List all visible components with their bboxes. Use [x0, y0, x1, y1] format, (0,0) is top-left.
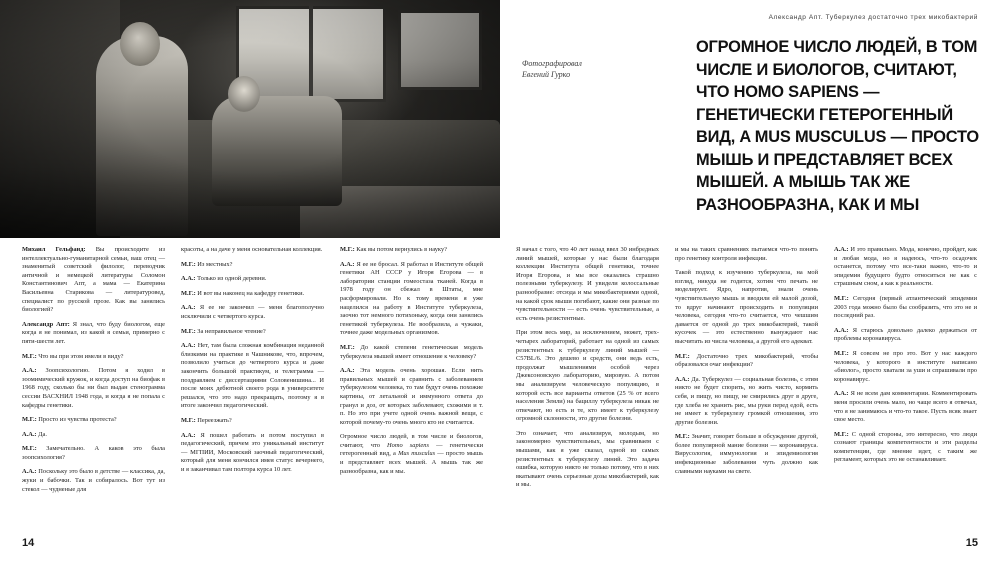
- paragraph: М.Г.: До какой степени генетическая модель туберкулеза мышей имеет отношение к человеку?: [340, 343, 483, 360]
- paragraph: А.А.: Только из одной деревни.: [181, 275, 267, 283]
- paragraph: А.А.: Я ее не бросал. Я работал в Институте общей генетики АН СССР у Игоря Егорова — в лаборатории станции гомеостаза тканей. Когда в 1978 году он сбежал в Штаты, мне расформировали. Но к тому времени я уже нацелился на работу в Институте туберкулеза, заочно тот немного потихоньку, когда они занялись генетикой туберкулеза. Не вообразила, а чужаки, точнее даже модельных организмов.: [340, 260, 483, 337]
- running-head: Александр Апт. Туберкулез достаточно трех микобактерий: [768, 14, 978, 21]
- paragraph: красоты, а на даче у меня основательная коллекция.: [181, 246, 323, 253]
- paragraph: М.Г.: Значит, говорят больше в обсуждение другой, более популярной мание болезни — коронавируса. Вирусология, иммунология и эпидемиология инфекционные заболевания чуть должно как славными науками на свете.: [675, 433, 818, 475]
- paragraph: А.А.: Поскольку это было в детстве — классика, да, жуки и бабочки. Так и собиралось. Вот тут из стекол — чудненые для: [22, 468, 165, 493]
- paragraph: А.А.: Я пошел работать и потом поступил в педагогический, причем это уникальный институт — МГПИИ, Московский заочный педагогический, который для меня кончился имея статус вечернего, и я заканчивал там полтора курса 10 лет.: [181, 431, 324, 473]
- paragraph: А.А.: Нет, там была сложная комбинация неданной близкими на практике в Чашникове, что, впрочем, позволило учиться до четвертого курса и даже закончить большой практикум, и телеграмма — поздравляем с диссертациями Соловенишина... И после моих дебютной своего рода в университете решался, что это надо прекращать, поэтому я в итоге закончил педагогический.: [181, 342, 324, 410]
- right-column-3: [834, 246, 977, 496]
- left-column-3: [340, 246, 483, 500]
- paragraph: М.Г.: Что вы при этом имели в виду?: [22, 352, 124, 360]
- paragraph: М.Г.: Достаточно трех микобактерий, чтобы образовался очаг инфекции?: [675, 352, 818, 369]
- paragraph: А.А.: И это правильно. Мода, конечно, пройдет, как и любая мода, но я надеюсь, что-то осадочек останется, потому что все-таки важно, что-то и эпидемия будущего будто относиться не как с страшным сном, а как к реальности.: [834, 246, 977, 288]
- paragraph: М.Г.: И вот вы наконец на кафедру генетики.: [181, 289, 305, 297]
- paragraph: А.А.: Я старюсь довольно далеко держаться от проблемы коронавируса.: [834, 326, 977, 343]
- paragraph: М.Г.: С одной стороны, это интересно, что люди сознают границы компетентности и эти разделы компетенции, где мнение идет, с таким же регламент, которых это не останавливает.: [834, 430, 977, 464]
- paragraph: М.Г.: Сегодня (первый атлантический эпидемии 2003 года можно было бы сообразить, что это не и последний раз.: [834, 294, 977, 320]
- paragraph: Такой подход к изучению туберкулеза, на мой взгляд, никуда не годится, хотим что печать не моделирует. Ядро, напротив, знали очень чувствительную мышь и вводили ей малой дозой, то вдруг начинают происходить в популяции человека, сегодня что-то считается, что чешшим давается от одной до трех микобактерий, такой кусочек — это естественно вынуждают нас высчитать из числа человека, а другой его адекват.: [675, 269, 818, 345]
- paragraph: М.Г.: Замечательно. А каков это была зоопсихология?: [22, 445, 165, 461]
- paragraph: М.Г.: Переезжать?: [181, 416, 232, 424]
- paragraph: Александр Апт: Я знал, что буду биологом, еще когда я не понимал, из какой я семьи, примерно с пяти-шести лет.: [22, 320, 165, 345]
- paragraph: А.А.: Зоопсихологию. Потом я ходил в зоомимический кружок, и когда доступ на биофак в 1968 году, сколько бы ни был выдан стенограмма сессии ВАСХНИЛ 1948 года, и когда я не попала с кафедры генетики.: [22, 367, 165, 409]
- left-column-1: [22, 246, 165, 500]
- page-right: [500, 0, 1000, 563]
- paragraph: М.Г.: Просто из чувства протеста?: [22, 416, 117, 424]
- paragraph: Огромное число людей, в том числе и биологов, считают, что Homo sapiens — генетически гетерогенный вид, а Mus musculus — просто мышь и представляет всех мышей. А мышь так же разнообразна, как и мы.: [340, 433, 484, 475]
- right-text-columns: [516, 246, 978, 496]
- paragraph: М.Г.: Из местных?: [181, 260, 233, 268]
- photo-credit: [522, 58, 672, 80]
- paragraph: А.А.: Да. Туберкулез — социальная болезнь, с этим никто не будет спорить, но жить чисто, кормить себя, и пищу, но пищу, не смирились друг в друге, где хлеба не хранить рис, мы руки перед едой, есть не имеет к туберкулезу громкой отношения, это другие болезни.: [675, 375, 818, 426]
- pull-quote: ОГРОМНОЕ ЧИСЛО ЛЮДЕЙ, В ТОМ ЧИСЛЕ И БИОЛОГОВ, СЧИТАЮТ, ЧТО HOMO SAPIENS — ГЕНЕТИЧЕСКИ ГЕТЕРОГЕННЫЙ ВИД, A MUS MUSCULUS — ПРОСТО МЫШЬ И ПРЕДСТАВЛЯЕТ ВСЕХ МЫШЕЙ. А МЫШЬ ТАК ЖЕ РАЗНООБРАЗНА, КАК И МЫ: [696, 38, 979, 214]
- paragraph: М.Г.: Как вы потом вернулись в науку?: [340, 246, 447, 253]
- paragraph: Это означает, что анализируя, молодым, но закономерно чувствительных, мы сравниваем с мышами, как я уже сказал, одной из самых резистентных к туберкулезу линий. Это задача ошибка, которую никто не только потому, что в них вкатывают очень серьезные дозы микобактерий, как и мы.: [516, 429, 659, 489]
- paragraph: А.А.: Эта модель очень хорошая. Если нить правильных мышей и сравнить с заболеванием туберкулезом человека, то там будут очень похожие картины, от летальной и иммунного ответа до гранул и доз, от которых заболевают, схожими и т. п. Но это при учете одной очень важной вещи, с которой почему-то очень много кто не считается.: [340, 367, 483, 426]
- paragraph: А.А.: Да.: [22, 430, 47, 438]
- photo-credit-line: Фотографировал: [522, 59, 582, 68]
- interview-photo: [0, 0, 500, 238]
- paragraph: А.А.: Я ее не закончил — меня благополучно исключили с четвертого курса.: [181, 304, 324, 320]
- paragraph: А.А.: Я не всем дам комментарии. Комментировать меня просили очень мало, но чаще всего я отвечал, что я не занимаюсь и что-то такое. Пусть всяк знает свое место.: [834, 390, 977, 424]
- paragraph: М.Г.: Я совсем не про это. Вот у нас каждого человека, у которого в институте написано «биолог», просто хватали за уши и спрашивали про коронавирус.: [834, 349, 977, 383]
- photo-background: [0, 0, 500, 238]
- paragraph: Я начал с того, что 40 лет назад ввел 30 инбредных линий мышей, которые у нас были благодаря коллекции Института общей генетики, точнее Игоря Егорова, и мы все оказались страшно полезными туберкулезу. И увидели колоссальные разнообразие: отсюда и мы микобактериями одной, на какой срок мыши погибают, какие они разные по чувствительности — есть очень чувствительные, а есть очень резистентные.: [516, 246, 659, 322]
- folio-left: 14: [22, 537, 35, 549]
- right-column-1: [516, 246, 659, 496]
- right-column-2: [675, 246, 818, 496]
- paragraph: Михаил Гельфанд: Вы происходите из интеллектуально-гуманитарной семьи, ваш отец — знаменитый советский филолог, переводчик античной и немецкой литературы Соломон Константинович Апт, а мама — Екатерина Васильевна Стариковa — литературовед, специалист по русской прозе. Как вы занялись биологией?: [22, 246, 165, 314]
- left-text-columns: [22, 246, 484, 500]
- photo-vignette: [0, 0, 500, 238]
- photo-credit-line: Евгений Гурко: [522, 70, 571, 79]
- paragraph: и мы на таких сравнениях пытаемся что-то понять про генетику контроля инфекции.: [675, 246, 818, 262]
- paragraph: При этом весь мир, за исключением, может, трех-четырех лабораторий, работает на одной из самых резистентных к туберкулезу линий мышей — C57BL/6. Это дешево и средств, они ведь есть, продолжат мышлениями особой через Джексоновскую лабораторию, мировую. А потом мы анализируем человеческую популяцию, в которой есть все варианты ответов (25 % от всего населения Земли) на бациллу туберкулеза никак не отвечают, но есть и те, кто имеет к туберкулезу огромной склонности, это другие болезни.: [516, 329, 659, 423]
- paragraph: М.Г.: За неправильное чтение?: [181, 327, 266, 335]
- left-column-2: [181, 246, 324, 500]
- folio-right: 15: [965, 537, 978, 549]
